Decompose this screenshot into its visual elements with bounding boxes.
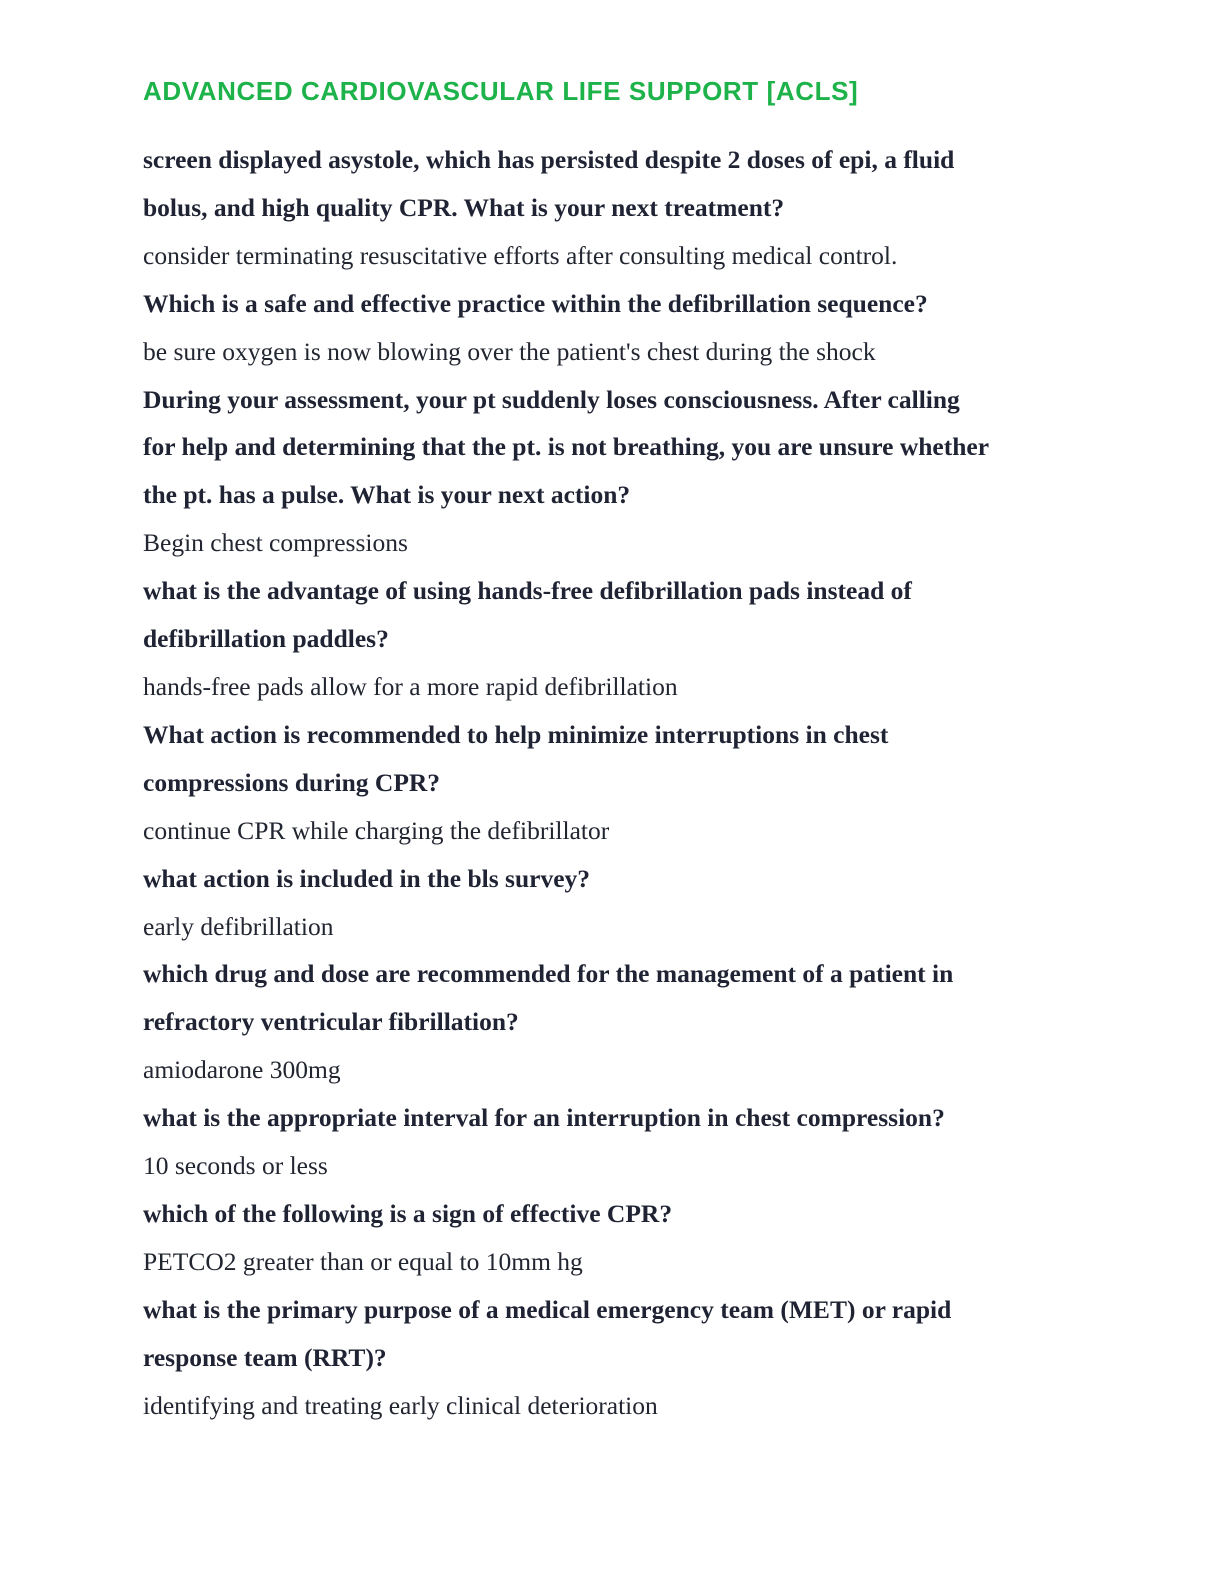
- question-line: the pt. has a pulse. What is your next action?: [143, 480, 631, 510]
- question-line: for help and determining that the pt. is not breathing, you are unsure whether: [143, 432, 990, 462]
- qa-item: [143, 855, 1083, 951]
- answer: early defibrillation: [143, 911, 334, 941]
- question-line: what is the advantage of using hands-free defibrillation pads instead of: [143, 576, 912, 606]
- question-line: screen displayed asystole, which has persisted despite 2 doses of epi, a fluid: [143, 145, 955, 174]
- document-title: ADVANCED CARDIOVASCULAR LIFE SUPPORT [ACLS]: [143, 76, 859, 106]
- answer: consider terminating resuscitative efforts after consulting medical control.: [143, 240, 898, 270]
- question-line: refractory ventricular fibrillation?: [143, 1007, 519, 1037]
- question-line: which drug and dose are recommended for the management of a patient in: [143, 959, 954, 989]
- question-line: defibrillation paddles?: [143, 624, 389, 654]
- question-line: During your assessment, your pt suddenly loses consciousness. After calling: [143, 384, 960, 414]
- question-line: bolus, and high quality CPR. What is your next treatment?: [143, 192, 785, 222]
- answer: Begin chest compressions: [143, 528, 408, 558]
- answer: amiodarone 300mg: [143, 1055, 341, 1085]
- answer: PETCO2 greater than or equal to 10mm hg: [143, 1246, 583, 1276]
- question-line: what action is included in the bls survey?: [143, 863, 591, 893]
- qa-item: [143, 280, 1083, 376]
- qa-item: [143, 950, 1083, 1094]
- qa-item: [143, 1094, 1083, 1190]
- qa-item: [143, 711, 1083, 855]
- answer: hands-free pads allow for a more rapid defibrillation: [143, 671, 678, 701]
- qa-item: [143, 567, 1083, 711]
- qa-item: [143, 376, 1083, 568]
- question-line: which of the following is a sign of effective CPR?: [143, 1198, 673, 1228]
- answer: be sure oxygen is now blowing over the patient's chest during the shock: [143, 336, 876, 366]
- question-line: What action is recommended to help minimize interruptions in chest: [143, 719, 889, 749]
- question-line: Which is a safe and effective practice within the defibrillation sequence?: [143, 288, 928, 318]
- answer: continue CPR while charging the defibrillator: [143, 815, 610, 845]
- question-line: response team (RRT)?: [143, 1342, 387, 1372]
- answer: identifying and treating early clinical deterioration: [143, 1390, 658, 1420]
- answer: 10 seconds or less: [143, 1151, 328, 1181]
- qa-item: [143, 1286, 1083, 1430]
- question-line: what is the appropriate interval for an interruption in chest compression?: [143, 1103, 945, 1133]
- qa-item: [143, 136, 1083, 280]
- qa-item: [143, 1190, 1083, 1286]
- question-line: compressions during CPR?: [143, 767, 441, 797]
- question-line: what is the primary purpose of a medical emergency team (MET) or rapid: [143, 1294, 952, 1324]
- qa-list: [143, 136, 1083, 1429]
